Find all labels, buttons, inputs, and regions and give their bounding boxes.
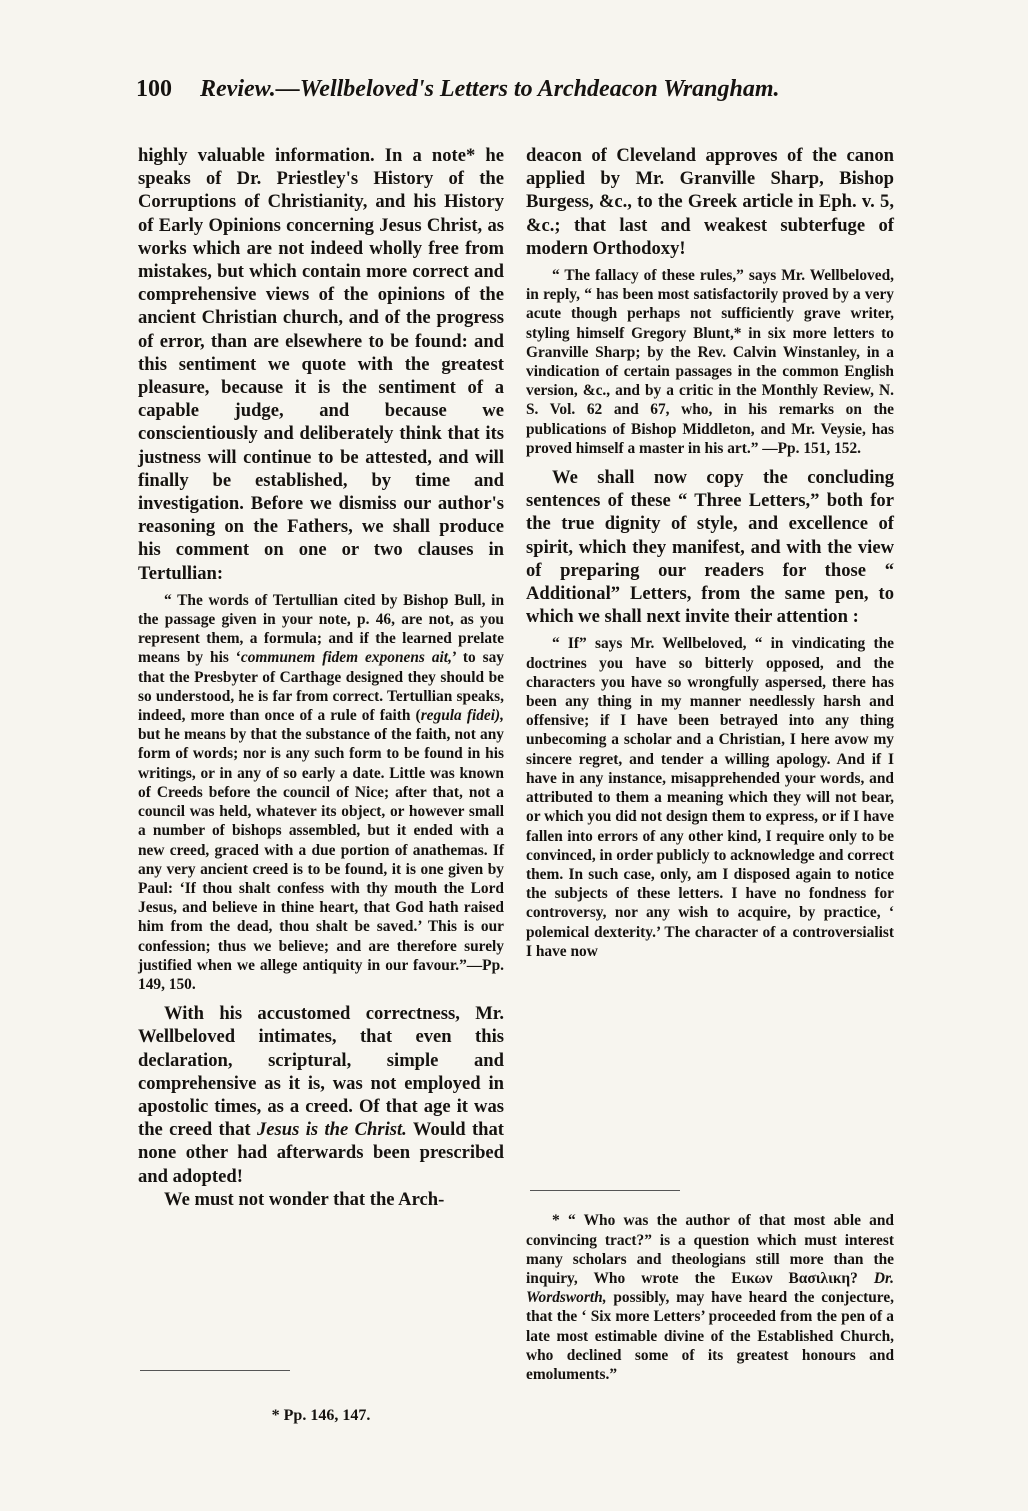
- footnote-rule-left: [140, 1370, 290, 1371]
- right-paragraph-1: deacon of Cleveland approves of the canon applied by Mr. Granville Sharp, Bishop Burgess, &c., to the Greek article in Eph. v. 5, &c.; that last and weakest subterfuge of modern Orthodoxy!: [526, 145, 894, 259]
- footnote-text: possibly, may have heard the conjecture, that the ‘ Six more Letters’ proceeded from the pen of a late most estimable divine of the Established Church, who declined some of its greatest honours and emoluments.”: [526, 1289, 894, 1384]
- quote-text: but he means by that the substance of the faith, not any form of words; nor is any such form to be found in his writings, or in any of so early a date. Little was known of Creeds before the council of Nice; after that, not a council was held, whatever its object, or however small a number of bishops assembled, but it ended with a new creed, graced with a due portion of anathemas. If any very ancient creed is to be found, it is one given by Paul: ‘If thou shalt confess with thy mouth the Lord Jesus, and believe in thine heart, that God hath raised him from the dead, thou shalt be saved.’ This is our confession; thus we believe; and are therefore surely justified when we allege antiquity in our favour.”—Pp. 149, 150.: [138, 726, 504, 993]
- right-paragraph-2: We shall now copy the concluding sentences of these “ Three Letters,” both for the true dignity of style, and excellence of spirit, which they manifest, and with the view of preparing our readers for those “ Additional” Letters, from the same pen, to which we shall next invite their attention :: [526, 467, 894, 628]
- footnote-right-text: [526, 1211, 894, 1384]
- italic-name: Dr. Wordsworth,: [526, 1270, 894, 1307]
- left-paragraph-1: highly valuable information. In a note* he speaks of Dr. Priestley's History of the Corruptions of Christianity, and his History of Early Opinions concerning Jesus Christ, as works which are not indeed wholly free from mistakes, but which contain more correct and comprehensive views of the opinions of the ancient Christian church, and of the progress of error, than are elsewhere to be found: and this sentiment we quote with the greatest pleasure, because it is the sentiment of a capable judge, and because we conscientiously and deliberately think that its justness will continue to be attested, and will finally be established, by time and investigation. Before we dismiss our author's reasoning on the Fathers, we shall produce his comment on one or two clauses in Tertullian:: [138, 145, 504, 584]
- italic-phrase: Jesus is the Christ.: [256, 1119, 407, 1141]
- paragraph-text: With his accustomed correctness, Mr. Wellbeloved intimates, that even this declaration, scriptural, simple and comprehensive as it is, was not employed in apostolic times, as a creed. Of that age it was the creed that: [138, 1003, 504, 1141]
- tertullian-quote: [138, 591, 504, 994]
- footnote-left: * Pp. 146, 147.: [271, 1407, 371, 1424]
- concluding-sentences-quote: “ If” says Mr. Wellbeloved, “ in vindicating the doctrines you have so bitterly opposed, and the characters you have so wrongfully aspersed, there has been any thing in my manner needlessly harsh and offensive; if I have been betrayed into any thing unbecoming a scholar and a Christian, I here avow my sincere regret, and tender a willing apology. And if I have in any instance, misapprehended your words, and attributed to them a meaning which they will not bear, or which you did not design them to express, or if I have fallen into errors of any other kind, I require only to be convinced, in order publicly to acknowledge and correct them. In such case, only, am I disposed again to notice the subjects of these letters. I have no fondness for controversy, nor any wish to acquire, by practice, ‘ polemical dexterity.’ The character of a controversialist I have now: [526, 635, 894, 960]
- right-column: [526, 144, 894, 969]
- left-paragraph-3: We must not wonder that the Arch-: [164, 1188, 445, 1210]
- footnote-rule-right: [530, 1190, 680, 1191]
- quote-text: “ The words of Tertullian cited by Bishop Bull, in the passage given in your note, p. 46, are not, as you represent them, a formula; and if the learned prelate means by his ‘: [138, 591, 504, 667]
- quote-latin-phrase: communem fidem exponens ait,: [240, 649, 452, 667]
- quote-latin-phrase: regula fidei),: [420, 707, 504, 725]
- footnote-text: * “ Who was the author of that most able and convincing tract?” is a question which must interest many scholars and theologians still more than the inquiry, Who wrote the: [526, 1212, 894, 1287]
- wellbeloved-reply-quote: “ The fallacy of these rules,” says Mr. Wellbeloved, in reply, “ has been most satisfactorily proved by a very acute though perhaps not sufficiently grave writer, styling himself Gregory Blunt,* in six more letters to Granville Sharp; by the Rev. Calvin Winstanley, in a vindication of certain passages in the common English version, &c., and by a critic in the Monthly Review, N. S. Vol. 62 and 67, who, in his remarks on the publications of Bishop Middleton, and Mr. Veysie, has proved himself a master in his art.” —Pp. 151, 152.: [526, 267, 894, 457]
- left-paragraph-2: [138, 1002, 504, 1188]
- quote-text: ’ to say that the Presbyter of Carthage designed they should be so understood, he is far from correct. Tertullian speaks, indeed, more than once of a rule of faith (: [138, 649, 504, 725]
- footnote-right: [526, 1196, 894, 1400]
- running-header: [136, 72, 896, 106]
- paragraph-text: Would that none other had afterwards been prescribed and adopted!: [138, 1119, 504, 1187]
- greek-title: Εικων Βασιλικη?: [731, 1270, 858, 1287]
- left-column: [138, 144, 504, 1211]
- page-number: 100: [136, 76, 172, 102]
- running-title: Review.—Wellbeloved's Letters to Archdeacon Wrangham.: [200, 76, 780, 102]
